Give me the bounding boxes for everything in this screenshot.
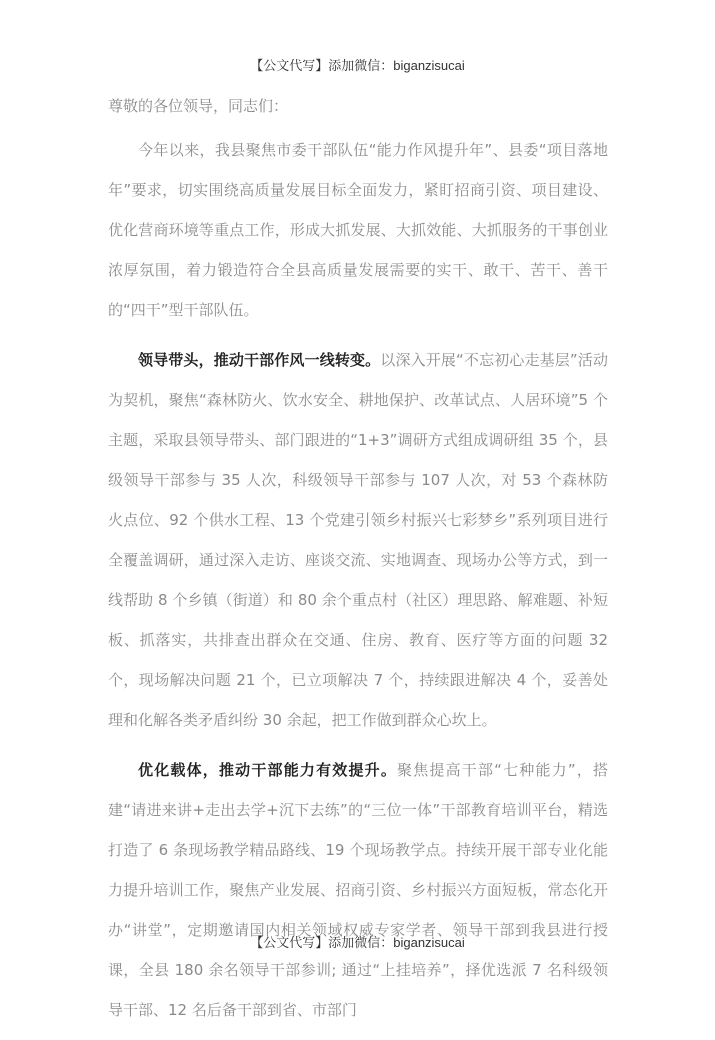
page-header [0, 55, 715, 74]
paragraph-leadership [108, 340, 608, 740]
paragraph-lead: 优化载体，推动干部能力有效提升。 [138, 761, 398, 779]
document-body [108, 92, 608, 1040]
paragraph-capability [108, 750, 608, 1030]
paragraph-text: 今年以来，我县聚焦市委干部队伍“能力作风提升年”、县委“项目落地年”要求，切实围绕高质量发展目标全面发力，紧盯招商引资、项目建设、优化营商环境等重点工作，形成大抓发展、大抓效能、大抓服务的干事创业浓厚氛围，着力锻造符合全县高质量发展需要的实干、敢干、苦干、善干的“四干”型干部队伍。 [108, 141, 608, 319]
greeting: 尊敬的各位领导，同志们： [108, 97, 289, 115]
paragraph-lead: 领导带头，推动干部作风一线转变。 [138, 351, 381, 369]
paragraph-text: 聚焦提高干部“七种能力”，搭建“请进来讲+走出去学+沉下去练”的“三位一体”干部教育培训平台，精选打造了 6 条现场教学精品路线、19 个现场教学点。持续开展干部专业化能力提升培训工作，聚焦产业发展、招商引资、乡村振兴方面短板，常态化开办“讲堂”，定期邀请国内相关领域权威专家学者、领导干部到我县进行授课，全县 180 余名领导干部参训; 通过“上挂培养”，择优选派 7 名科级领导干部、12 名后备干部到省、市部门 [108, 761, 608, 1019]
page-footer [0, 932, 715, 951]
footer-wechat-id: biganzisucai [393, 935, 465, 950]
header-wechat-id: biganzisucai [393, 58, 465, 73]
header-prefix: 【公文代写】添加微信： [250, 59, 394, 74]
paragraph-intro [108, 130, 608, 330]
footer-prefix: 【公文代写】添加微信： [250, 936, 394, 951]
paragraph-text: 以深入开展“不忘初心走基层”活动为契机，聚焦“森林防火、饮水安全、耕地保护、改革试点、人居环境”5 个主题，采取县领导带头、部门跟进的“1+3”调研方式组成调研组 35 个，县级领导干部参与 35 人次，科级领导干部参与 107 人次，对 53 个森林防火点位、92 个供水工程、13 个党建引领乡村振兴七彩梦乡”系列项目进行全覆盖调研，通过深入走访、座谈交流、实地调查、现场办公等方式，到一线帮助 8 个乡镇（街道）和 80 余个重点村（社区）理思路、解难题、补短板、抓落实，共排查出群众在交通、住房、教育、医疗等方面的问题 32 个，现场解决问题 21 个，已立项解决 7 个，持续跟进解决 4 个，妥善处理和化解各类矛盾纠纷 30 余起，把工作做到群众心坎上。 [108, 351, 608, 729]
